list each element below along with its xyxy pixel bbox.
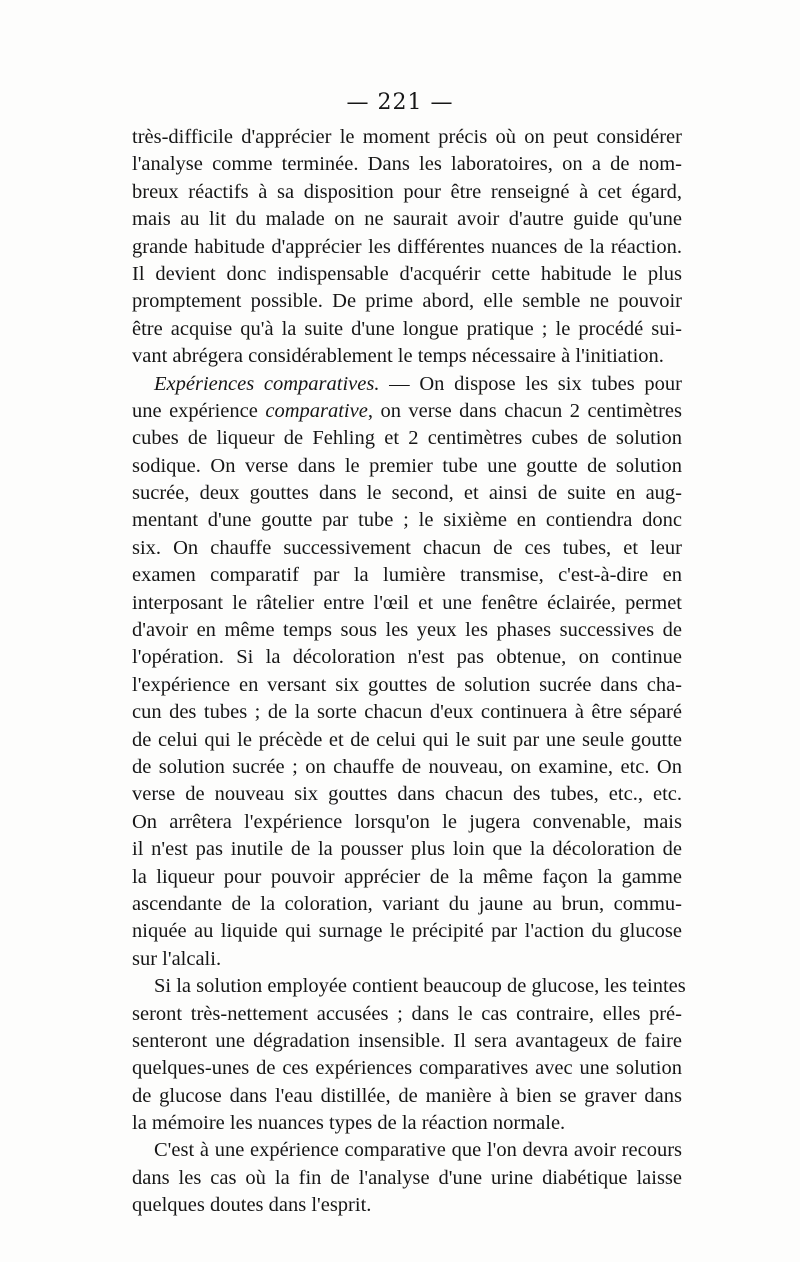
text-line: très-difficile d'apprécier le moment précis où on peut considérer	[132, 126, 682, 148]
text-line: grande habitude d'apprécier les différentes nuances de la réaction.	[132, 235, 682, 258]
text-line: mentant d'une goutte par tube ; le sixième en contiendra donc	[132, 509, 682, 532]
italic-text: Expériences comparatives.	[154, 372, 380, 395]
text-line: il n'est pas inutile de la pousser plus loin que la décoloration de	[132, 838, 682, 861]
text-line: cubes de liqueur de Fehling et 2 centimètres cubes de solution	[132, 427, 682, 450]
text-line: sur l'alcali.	[132, 947, 222, 970]
text-line: promptement possible. De prime abord, elle semble ne pouvoir	[132, 290, 682, 313]
text-line: mais au lit du malade on ne saurait avoir d'autre guide qu'une	[132, 208, 682, 231]
text-line: l'analyse comme terminée. Dans les laboratoires, on a de nom-	[132, 153, 682, 176]
text-line: breux réactifs à sa disposition pour être renseigné à cet égard,	[132, 180, 682, 203]
text-line: de celui qui le précède et de celui qui le suit par une seule goutte	[132, 728, 682, 751]
text-line: niquée au liquide qui surnage le précipité par l'action du glucose	[132, 920, 682, 943]
text-line: dans les cas où la fin de l'analyse d'une urine diabétique laisse	[132, 1166, 682, 1189]
text-line: cun des tubes ; de la sorte chacun d'eux continuera à être séparé	[132, 701, 682, 724]
text-line: l'opération. Si la décoloration n'est pas obtenue, on continue	[132, 646, 682, 669]
text-line: de glucose dans l'eau distillée, de manière à bien se graver dans	[132, 1084, 682, 1107]
text-line: l'expérience en versant six gouttes de solution sucrée dans cha-	[132, 673, 682, 696]
paragraph-start-line: C'est à une expérience comparative que l'on devra avoir recours	[154, 1139, 682, 1162]
text-line: verse de nouveau six gouttes dans chacun des tubes, etc., etc.	[132, 783, 682, 806]
paragraph-start-line: Si la solution employée contient beaucoup de glucose, les teintes	[154, 975, 686, 998]
text-line: On arrêtera l'expérience lorsqu'on le jugera convenable, mais	[132, 810, 682, 833]
text-line: la liqueur pour pouvoir apprécier de la même façon la gamme	[132, 865, 682, 888]
text-line: être acquise qu'à la suite d'une longue pratique ; le procédé sui-	[132, 317, 682, 340]
text-line: vant abrégera considérablement le temps nécessaire à l'initiation.	[132, 345, 664, 368]
text-line: de solution sucrée ; on chauffe de nouveau, on examine, etc. On	[132, 755, 682, 778]
text-line: examen comparatif par la lumière transmise, c'est-à-dire en	[132, 564, 682, 587]
text-line: la mémoire les nuances types de la réaction normale.	[132, 1112, 566, 1135]
text-line: sucrée, deux gouttes dans le second, et ainsi de suite en aug-	[132, 482, 682, 505]
text-line: une expérience comparative, on verse dans chacun 2 centimètres	[132, 399, 682, 422]
text-line: quelques doutes dans l'esprit.	[132, 1194, 372, 1217]
text-line: interposant le râtelier entre l'œil et une fenêtre éclairée, permet	[132, 591, 682, 614]
body-text	[132, 124, 686, 1220]
text-line: seront très-nettement accusées ; dans le cas contraire, elles pré-	[132, 1002, 682, 1025]
text-line: ascendante de la coloration, variant du jaune au brun, commu-	[132, 892, 682, 915]
text-line: Il devient donc indispensable d'acquérir cette habitude le plus	[132, 262, 682, 285]
section-start-line: Expériences comparatives. — On dispose les six tubes pour	[154, 372, 682, 395]
text-line: six. On chauffe successivement chacun de ces tubes, et leur	[132, 536, 682, 559]
italic-text: comparative	[265, 399, 368, 422]
text-line: sodique. On verse dans le premier tube une goutte de solution	[132, 454, 682, 477]
text-line: senteront une dégradation insensible. Il sera avantageux de faire	[132, 1029, 682, 1052]
page-number: — 221 —	[346, 90, 454, 115]
text-line: d'avoir en même temps sous les yeux les phases successives de	[132, 619, 682, 642]
text-line: quelques-unes de ces expériences comparatives avec une solution	[132, 1057, 682, 1080]
